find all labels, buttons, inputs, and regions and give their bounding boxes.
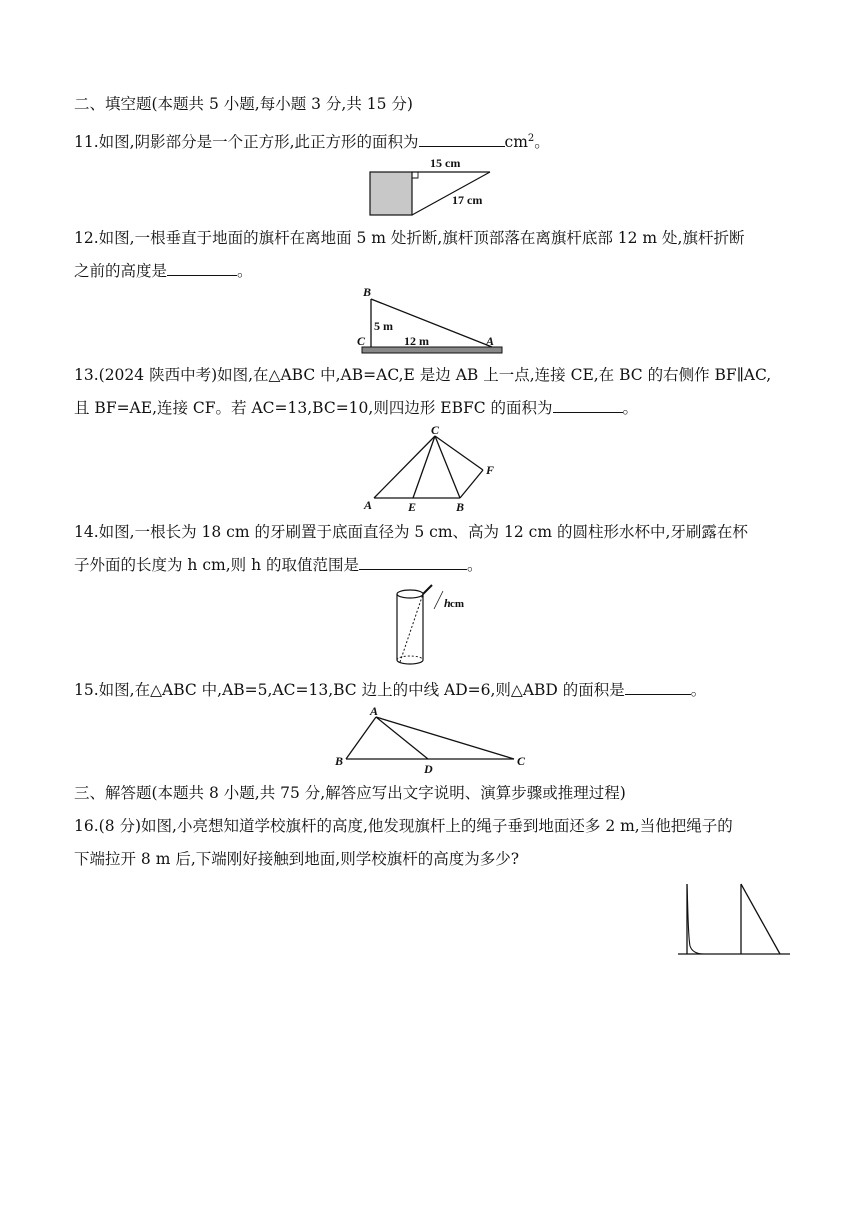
question-15: 15.如图,在△ABC 中,AB=5,AC=13,BC 边上的中线 AD=6,则△ABD 的面积是 。 [74,681,707,699]
question-14-line-1: 14.如图,一根长为 18 cm 的牙刷置于底面直径为 5 cm、高为 12 cm 的圆柱形水杯中,牙刷露在杯 [74,523,748,541]
shaded-square [370,172,412,215]
figure-12 [356,285,506,357]
question-16-line-2: 下端拉开 8 m 后,下端刚好接触到地面,则学校旗杆的高度为多少? [74,850,520,868]
question-13-line-2: 且 BF=AE,连接 CF。若 AC=13,BC=10,则四边形 EBFC 的面积为 。 [74,399,639,417]
point-C: C [357,334,366,348]
section-3-title: 三、解答题(本题共 8 小题,共 75 分,解答应写出文字说明、演算步骤或推理过程) [74,784,626,802]
label-h: h [444,596,451,610]
answer-blank-15[interactable] [625,680,691,695]
cup-rim [397,590,423,598]
point-A: A [370,704,379,718]
figure-16 [676,880,792,960]
point-A: A [364,498,373,512]
question-16-line-1: 16.(8 分)如图,小亮想知道学校旗杆的高度,他发现旗杆上的绳子垂到地面还多 2 m,当他把绳子的 [74,817,733,835]
figure-14 [388,582,478,670]
point-F: F [486,463,495,477]
point-B: B [363,285,372,299]
unit-text: cm [504,133,528,152]
label-5m: 5 m [374,319,393,333]
question-11-text: 11.如图,阴影部分是一个正方形,此正方形的面积为 [74,133,419,152]
rope-hanging [687,884,704,954]
point-A: A [486,334,495,348]
point-B: B [335,754,344,768]
point-E: E [408,500,417,514]
ground [362,347,502,353]
figure-13 [360,422,510,514]
unit-exponent: 2 [527,133,535,144]
label-12m: 12 m [404,334,429,348]
answer-blank-11[interactable] [419,132,505,147]
rope-pulled [741,884,780,954]
right-angle-mark [412,172,418,178]
answer-blank-14[interactable] [359,555,467,570]
point-C: C [431,423,440,437]
figure-11 [360,152,500,222]
question-13-line-1: 13.(2024 陕西中考)如图,在△ABC 中,AB=AC,E 是边 AB 上一点,连接 CE,在 BC 的右侧作 BF∥AC, [74,366,772,384]
point-D: D [424,762,433,776]
section-2-title: 二、填空题(本题共 5 小题,每小题 3 分,共 15 分) [74,95,413,113]
label-17cm: 17 cm [452,193,483,207]
figure-15 [332,703,532,775]
label-cm: cm [450,598,465,610]
question-14-line-2: 子外面的长度为 h cm,则 h 的取值范围是 。 [74,556,483,574]
answer-blank-13[interactable] [553,398,623,413]
answer-blank-12[interactable] [167,261,237,276]
question-12-line-1: 12.如图,一根垂直于地面的旗杆在离地面 5 m 处折断,旗杆顶部落在离旗杆底部 12 m 处,旗杆折断 [74,229,745,247]
question-12-line-2: 之前的高度是 。 [74,262,253,280]
point-B: B [456,500,465,514]
toothbrush-outside [423,585,432,594]
toothbrush-inside [400,594,423,662]
point-C: C [517,754,526,768]
label-15cm: 15 cm [430,156,461,170]
question-11: 11.如图,阴影部分是一个正方形,此正方形的面积为 $cm^2$。 [74,133,550,152]
